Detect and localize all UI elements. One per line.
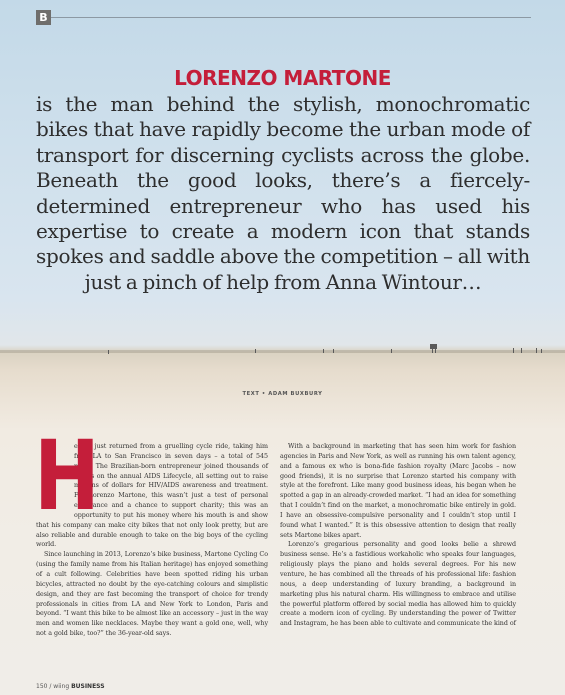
paragraph: Since launching in 2013, Lorenzo’s bike business, Martone Cycling Co (using the family name from his Italian heritage) has enjoyed something of a cult following. Celebrities have been spotted riding his urban bicycles, attracted no doubt by the eye-catching colours and simplistic design, and they are fast becoming the transport of choice for trendy professionals in cities from LA and New York to London, Paris and beyond. “I want this bike to be almost like an accessory – just in the way men and women like necklaces. Maybe they want a gold one, well, why not a gold bike, too?” the 36-year-old says. xyxy=(36,551,268,638)
article-column-right xyxy=(280,442,516,629)
article-title: LORENZO MARTONE xyxy=(174,66,391,90)
section-logo: B xyxy=(36,10,51,25)
page-number: 150 / wiing xyxy=(36,683,70,690)
text-credit: TEXT • ADAM BUXBURY xyxy=(242,391,323,397)
header-bar xyxy=(36,10,531,25)
paragraph: With a background in marketing that has seen him work for fashion agencies in Paris and New York, as well as running his own talent agency, and a famous ex who is bona-fide fashion royalty (Marc Jacobs – now good friends), it is no surprise that Lorenzo started his company with style at the forefront. Like many good business ideas, his began when he spotted a gap in an already-crowded market. “I had an idea for something that I couldn’t find on the market, a monochromatic bike entirely in gold. I have an obsessive-compulsive personality and I couldn’t stop until I found what I wanted.” It is this obsessive attention to design that really sets Martone bikes apart. xyxy=(280,443,516,539)
standfirst: is the man behind the stylish, monochromatic bikes that have rapidly become the urban mode of transport for discerning cyclists across the globe. Beneath the good looks, there’s a fiercely-determined entrepreneur who has used his expertise to create a modern icon that stands spokes and saddle above the competition – all with just a pinch of help from Anna Wintour… xyxy=(36,92,530,294)
page-footer xyxy=(36,683,105,690)
paragraph xyxy=(34,420,268,550)
article-column-left xyxy=(34,420,268,639)
beach-horizon-figure xyxy=(0,338,565,378)
drop-cap: H xyxy=(34,420,100,532)
paragraph: Lorenzo’s gregarious personality and good looks belie a shrewd business sense. He’s a fastidious workaholic who speaks four languages, religiously plays the piano and holds several degrees. For his new venture, he has combined all the threads of his professional life: fashion nous, a deep understanding of luxury branding, a background in marketing plus his natural charm. His willingness to embrace and utilise the powerful platform offered by social media has allowed him to quickly create a modern icon of cycling. By understanding the power of Twitter and Instagram, he has been able to cultivate and communicate the kind of xyxy=(280,541,516,628)
section-name: BUSINESS xyxy=(71,683,105,690)
paragraph-text: e has just returned from a gruelling cycle ride, taking him from LA to San Francisco in seven days – a total of 545 miles. The Brazilian-born entrepreneur joined thousands of others on the annual AIDS Lifecycle, all setting out to raise millions of dollars for HIV/AIDS awareness and treatment. For Lorenzo Martone, this wasn’t just a test of personal endurance and a chance to support charity; this was an opportunity to put his money where his mouth is and show that his company can make city bikes that not only look pretty, but are also reliable and durable enough to take on the big boys of the cycling world. xyxy=(36,443,268,549)
header-rule xyxy=(51,17,531,18)
